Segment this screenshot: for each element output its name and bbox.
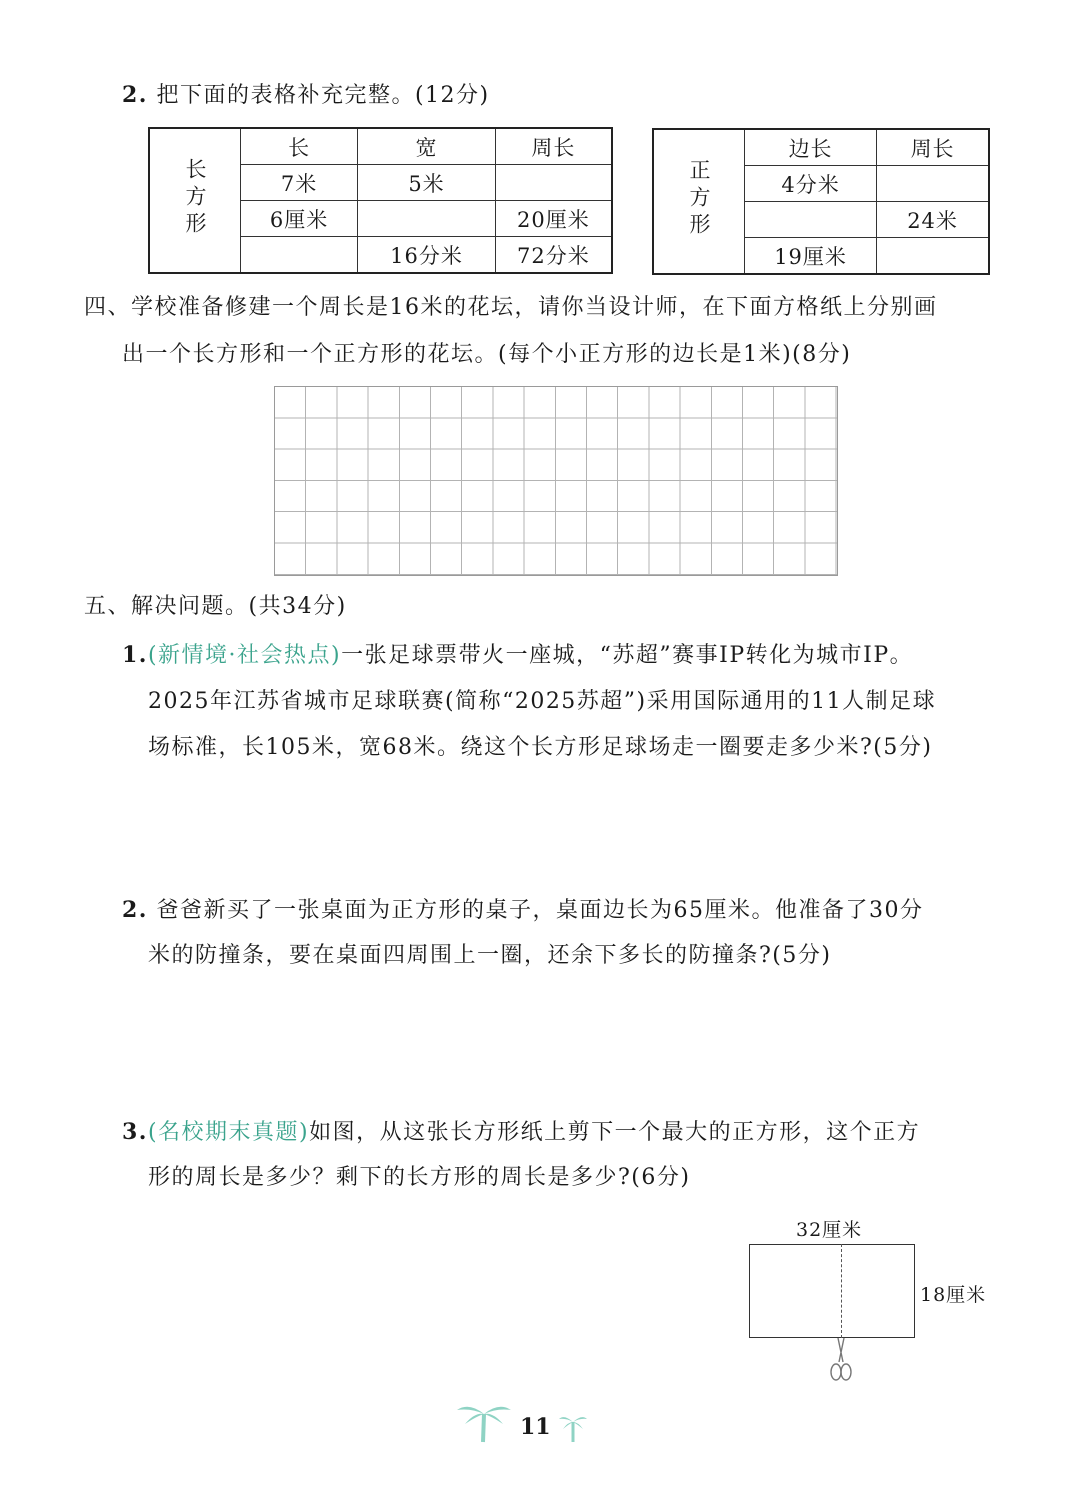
- rect-header-length: 长: [241, 128, 358, 165]
- rect-header-perimeter: 周长: [495, 128, 612, 165]
- paper-rectangle: [749, 1244, 915, 1338]
- table-cell: 6厘米: [241, 201, 358, 237]
- rect-header-width: 宽: [358, 128, 496, 165]
- table-question-title: 2. 把下面的表格补充完整。(12分): [122, 82, 490, 108]
- table-cell: 20厘米: [495, 201, 612, 237]
- table-cell: 4分米: [745, 166, 877, 202]
- square-table: [652, 128, 990, 275]
- square-side-label-cell: [653, 129, 745, 274]
- q1-line1: 1.(新情境·社会热点)一张足球票带火一座城，“苏超”赛事IP转化为城市IP。: [122, 642, 914, 668]
- rect-side-label-cell: [149, 128, 241, 273]
- rectangle-table: [148, 127, 613, 274]
- cut-line: [841, 1244, 842, 1338]
- q2-line2: 米的防撞条，要在桌面四周围上一圈，还余下多长的防撞条?(5分): [148, 943, 832, 968]
- table-cell[interactable]: [745, 202, 877, 238]
- page-number: 11: [520, 1414, 551, 1440]
- q1-tag: (新情境·社会热点): [147, 643, 342, 668]
- scissors-icon: [826, 1336, 856, 1384]
- q3-tag: (名校期末真题): [147, 1120, 310, 1145]
- table-cell: 72分米: [495, 237, 612, 274]
- table-cell[interactable]: [877, 166, 989, 202]
- table-cell[interactable]: [495, 165, 612, 201]
- table-cell[interactable]: [241, 237, 358, 274]
- q2-line1: 2. 爸爸新买了一张桌面为正方形的桌子，桌面边长为65厘米。他准备了30分: [122, 897, 924, 923]
- table-cell: 19厘米: [745, 238, 877, 275]
- q3-line1: 3.(名校期末真题)如图，从这张长方形纸上剪下一个最大的正方形，这个正方: [122, 1119, 921, 1145]
- table-cell[interactable]: [877, 238, 989, 275]
- grid-paper[interactable]: [274, 386, 838, 576]
- q1-line3: 场标准，长105米，宽68米。绕这个长方形足球场走一圈要走多少米?(5分): [148, 735, 933, 760]
- figure-width-label: 32厘米: [796, 1219, 863, 1241]
- section4-line1: 四、学校准备修建一个周长是16米的花坛，请你当设计师，在下面方格纸上分别画: [84, 295, 938, 320]
- square-side-label: 正方形: [687, 158, 711, 240]
- square-header-perimeter: 周长: [877, 129, 989, 166]
- rect-side-label: 长方形: [183, 157, 207, 239]
- table-cell: 7米: [241, 165, 358, 201]
- small-palm-tree-icon: [558, 1410, 588, 1444]
- section5-title: 五、解决问题。(共34分): [84, 594, 347, 619]
- palm-tree-icon: [455, 1398, 513, 1446]
- table-cell: 16分米: [358, 237, 496, 274]
- section4-line2: 出一个长方形和一个正方形的花坛。(每个小正方形的边长是1米)(8分): [122, 342, 852, 367]
- table-cell[interactable]: [358, 201, 496, 237]
- table-cell: 5米: [358, 165, 496, 201]
- square-header-side: 边长: [745, 129, 877, 166]
- table-cell: 24米: [877, 202, 989, 238]
- figure-height-label: 18厘米: [920, 1284, 987, 1306]
- q1-line2: 2025年江苏省城市足球联赛(简称“2025苏超”)采用国际通用的11人制足球: [148, 689, 937, 714]
- q3-line2: 形的周长是多少？剩下的长方形的周长是多少?(6分): [148, 1165, 691, 1190]
